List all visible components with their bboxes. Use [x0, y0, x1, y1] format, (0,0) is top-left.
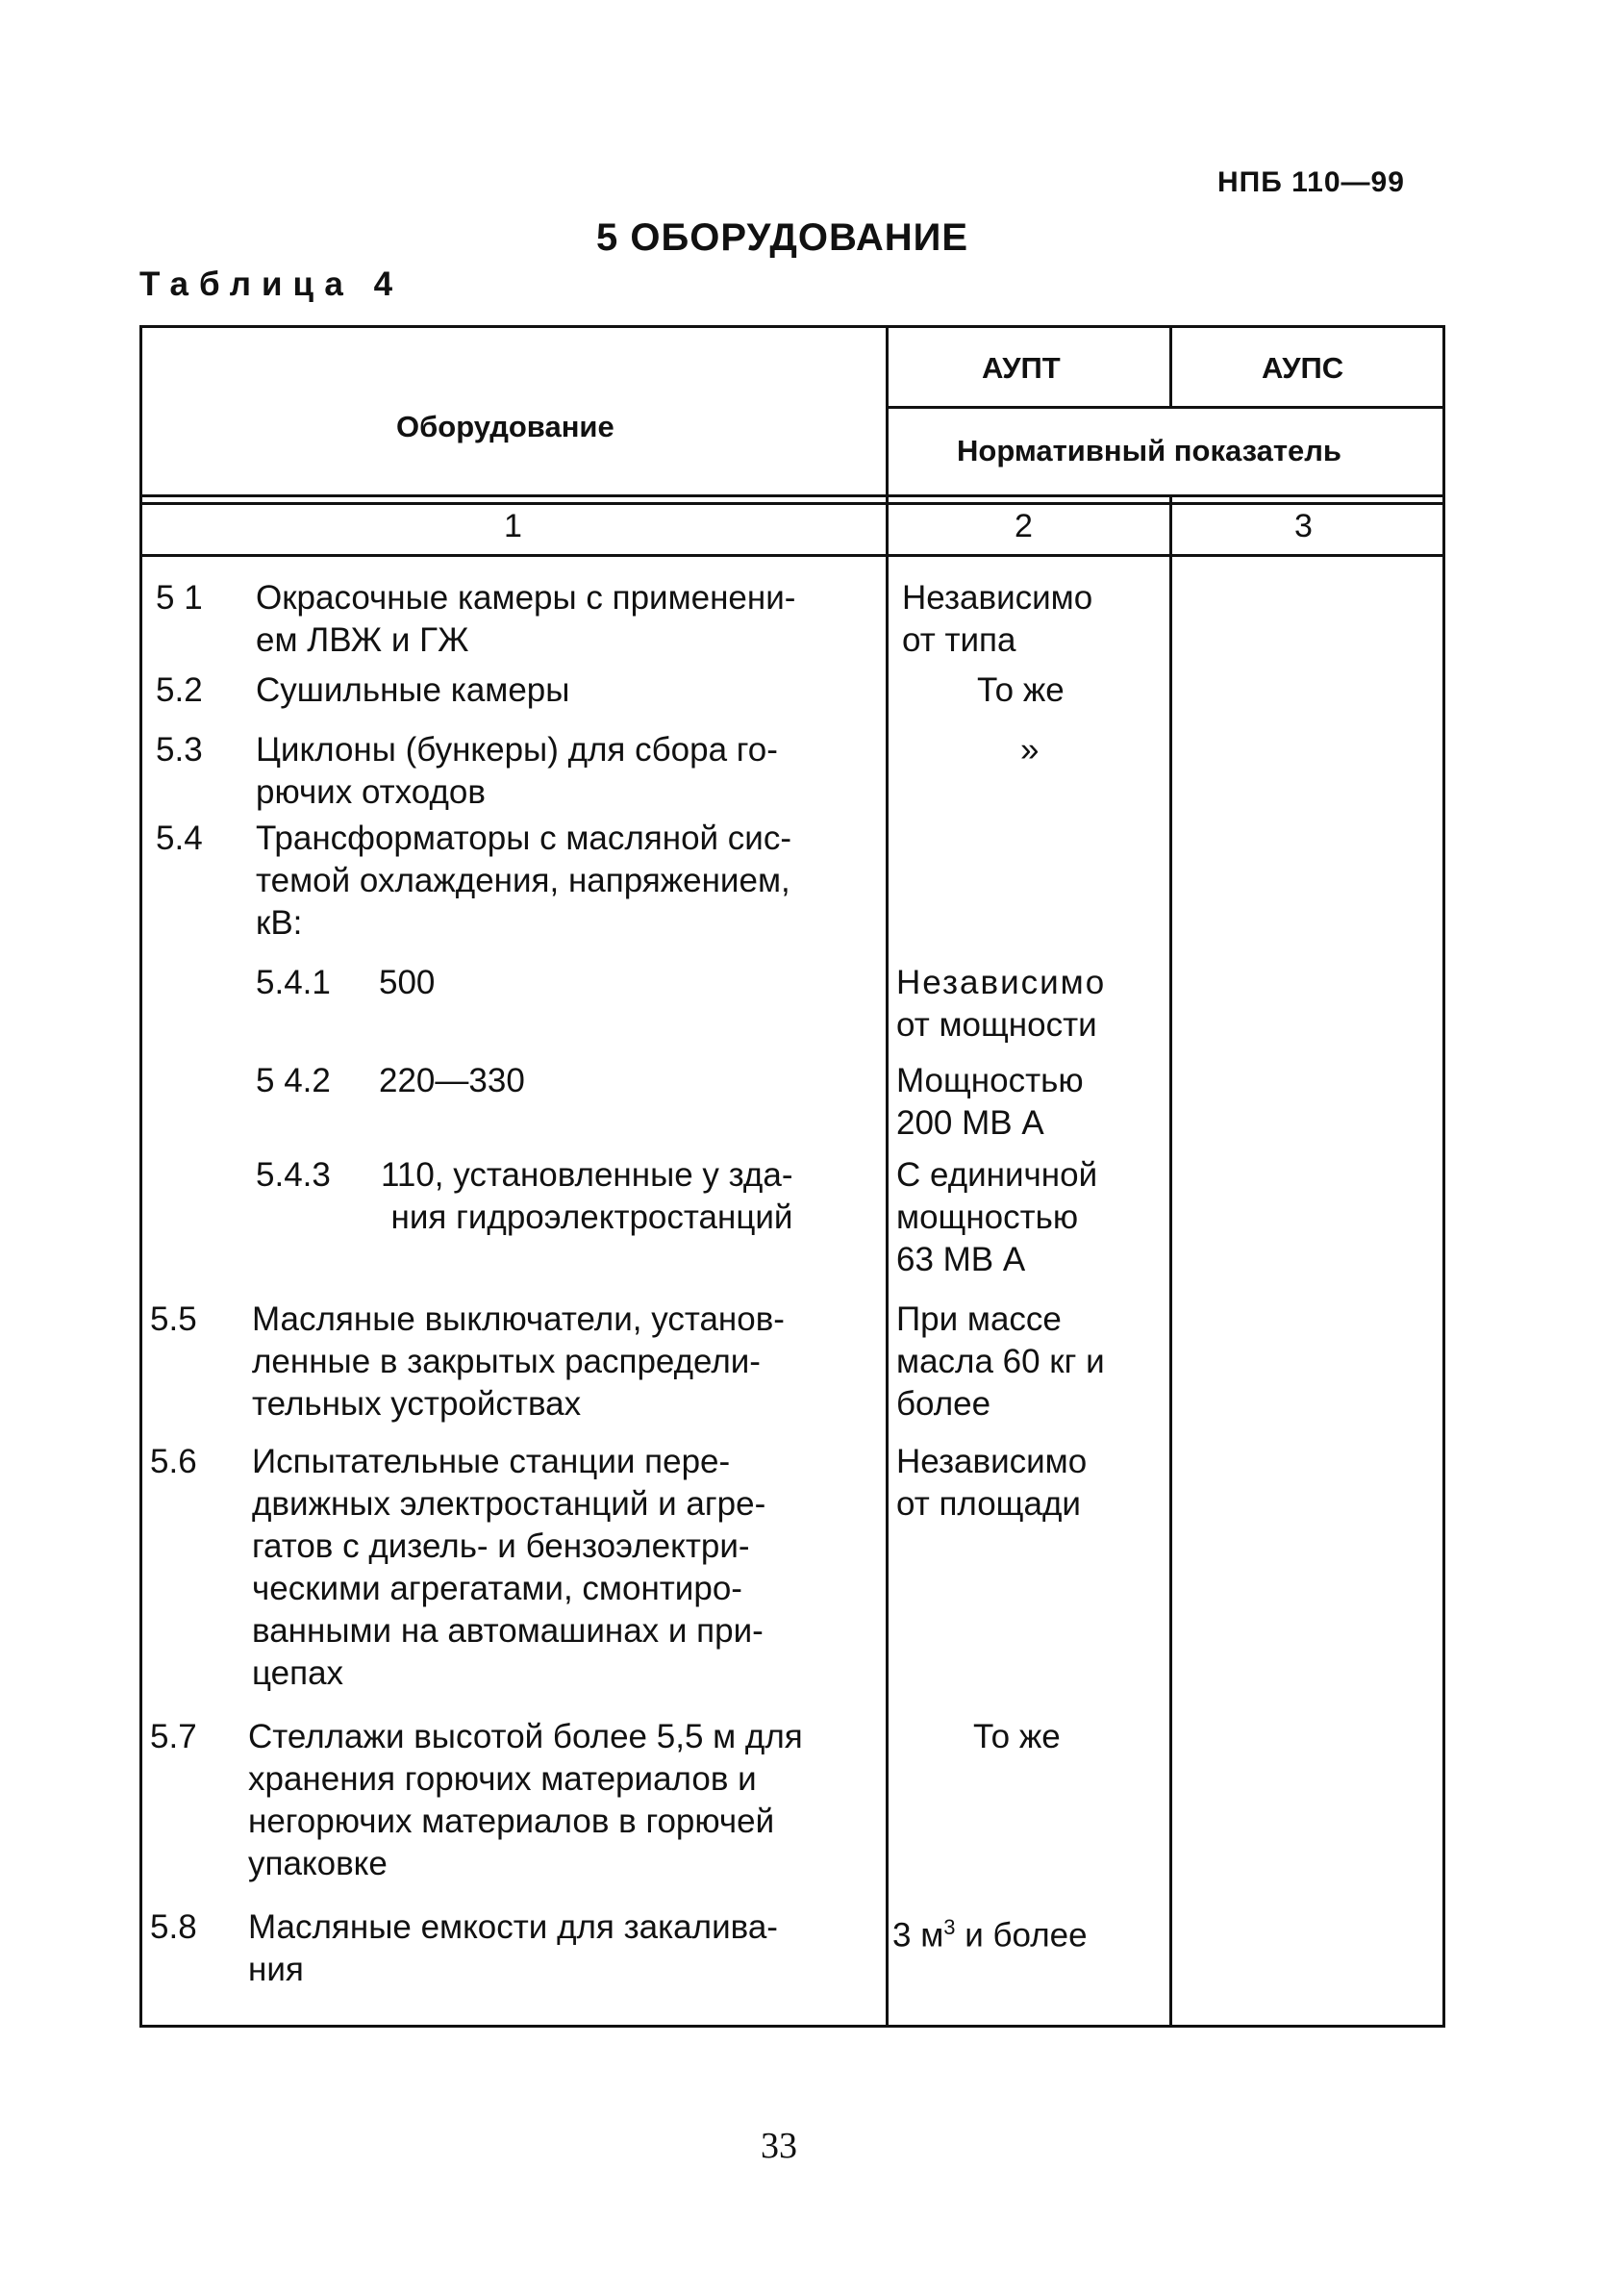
equipment-table [139, 325, 1445, 2028]
column-divider-1 [886, 325, 889, 2025]
numbers-bottom-rule [142, 554, 1445, 557]
header-normative: Нормативный показатель [957, 434, 1341, 467]
row-number: 5.2 [156, 671, 203, 709]
row-aupt-value: С единичной мощностью 63 МВ А [896, 1156, 1098, 1278]
row-aupt-value: То же [973, 1718, 1061, 1755]
row-aupt-value: При массе масла 60 кг и более [896, 1300, 1105, 1423]
row-number: 5.3 [156, 731, 203, 769]
row-description: Сушильные камеры [256, 671, 570, 709]
row-aupt-value: 3 $м^3$ и более [892, 1915, 1088, 1955]
table-top-rule-left [142, 325, 886, 328]
row-aupt-value: Независимо от типа [902, 579, 1093, 659]
header-equipment: Оборудование [396, 410, 614, 443]
row-description: Окрасочные камеры с применени- ем ЛВЖ и ГЖ [256, 579, 796, 659]
row-description: Испытательные станции пере- движных электростанций и агре- гатов с дизель- и бензоэлектри- ческими агрегатами, смонтиро- ванными на автомашинах и при- цепах [252, 1443, 766, 1692]
row-number: 5.4 [156, 820, 203, 857]
page-number: 33 [761, 2126, 797, 2166]
document-code: НПБ 110—99 [1217, 166, 1405, 198]
row-aupt-value: » [1020, 731, 1040, 769]
row-description: Стеллажи высотой более 5,5 м для хранения горючих материалов и негорючих материалов в горючей упаковке [248, 1718, 803, 1882]
row-aupt-value: Мощностью 200 МВ А [896, 1062, 1084, 1142]
table-top-rule [886, 325, 1445, 328]
column-divider-2b [1169, 494, 1172, 2025]
table-label: Таблица 4 [139, 265, 404, 303]
row-aupt-value: Независимо от мощности [896, 964, 1107, 1044]
header-aupt: АУПТ [982, 351, 1061, 385]
section-title: 5 ОБОРУДОВАНИЕ [596, 216, 969, 259]
column-number-3: 3 [1294, 508, 1313, 544]
row-number: 5.4.1 [256, 964, 331, 1001]
row-aupt-value: То же [977, 671, 1065, 709]
column-number-1: 1 [504, 508, 522, 544]
row-aupt-value: Независимо от площади [896, 1443, 1088, 1523]
row-number: 5 4.2 [256, 1062, 331, 1099]
column-number-2: 2 [1015, 508, 1033, 544]
row-description: Циклоны (бункеры) для сбора го- рючих отходов [256, 731, 778, 811]
row-description: 500 [379, 964, 436, 1001]
row-description: 110, установленные у зда- ния гидроэлектростанций [381, 1156, 793, 1236]
row-description: 220—330 [379, 1062, 525, 1099]
row-description: Трансформаторы с масляной сис- темой охлаждения, напряжением, кВ: [256, 820, 792, 942]
row-description: Масляные емкости для закалива- ния [248, 1908, 778, 1988]
row-number: 5.7 [150, 1718, 197, 1755]
row-description: Масляные выключатели, установ- ленные в закрытых распредели- тельных устройствах [252, 1300, 785, 1423]
header-sub-rule [886, 406, 1445, 409]
row-number: 5.5 [150, 1300, 197, 1338]
header-bottom-rule [142, 494, 1445, 497]
row-number: 5 1 [156, 579, 203, 617]
numbers-top-rule [142, 502, 1445, 505]
row-number: 5.8 [150, 1908, 197, 1946]
column-divider-2a [1169, 325, 1172, 406]
row-number: 5.6 [150, 1443, 197, 1480]
row-number: 5.4.3 [256, 1156, 331, 1194]
header-aups: АУПС [1262, 351, 1344, 385]
